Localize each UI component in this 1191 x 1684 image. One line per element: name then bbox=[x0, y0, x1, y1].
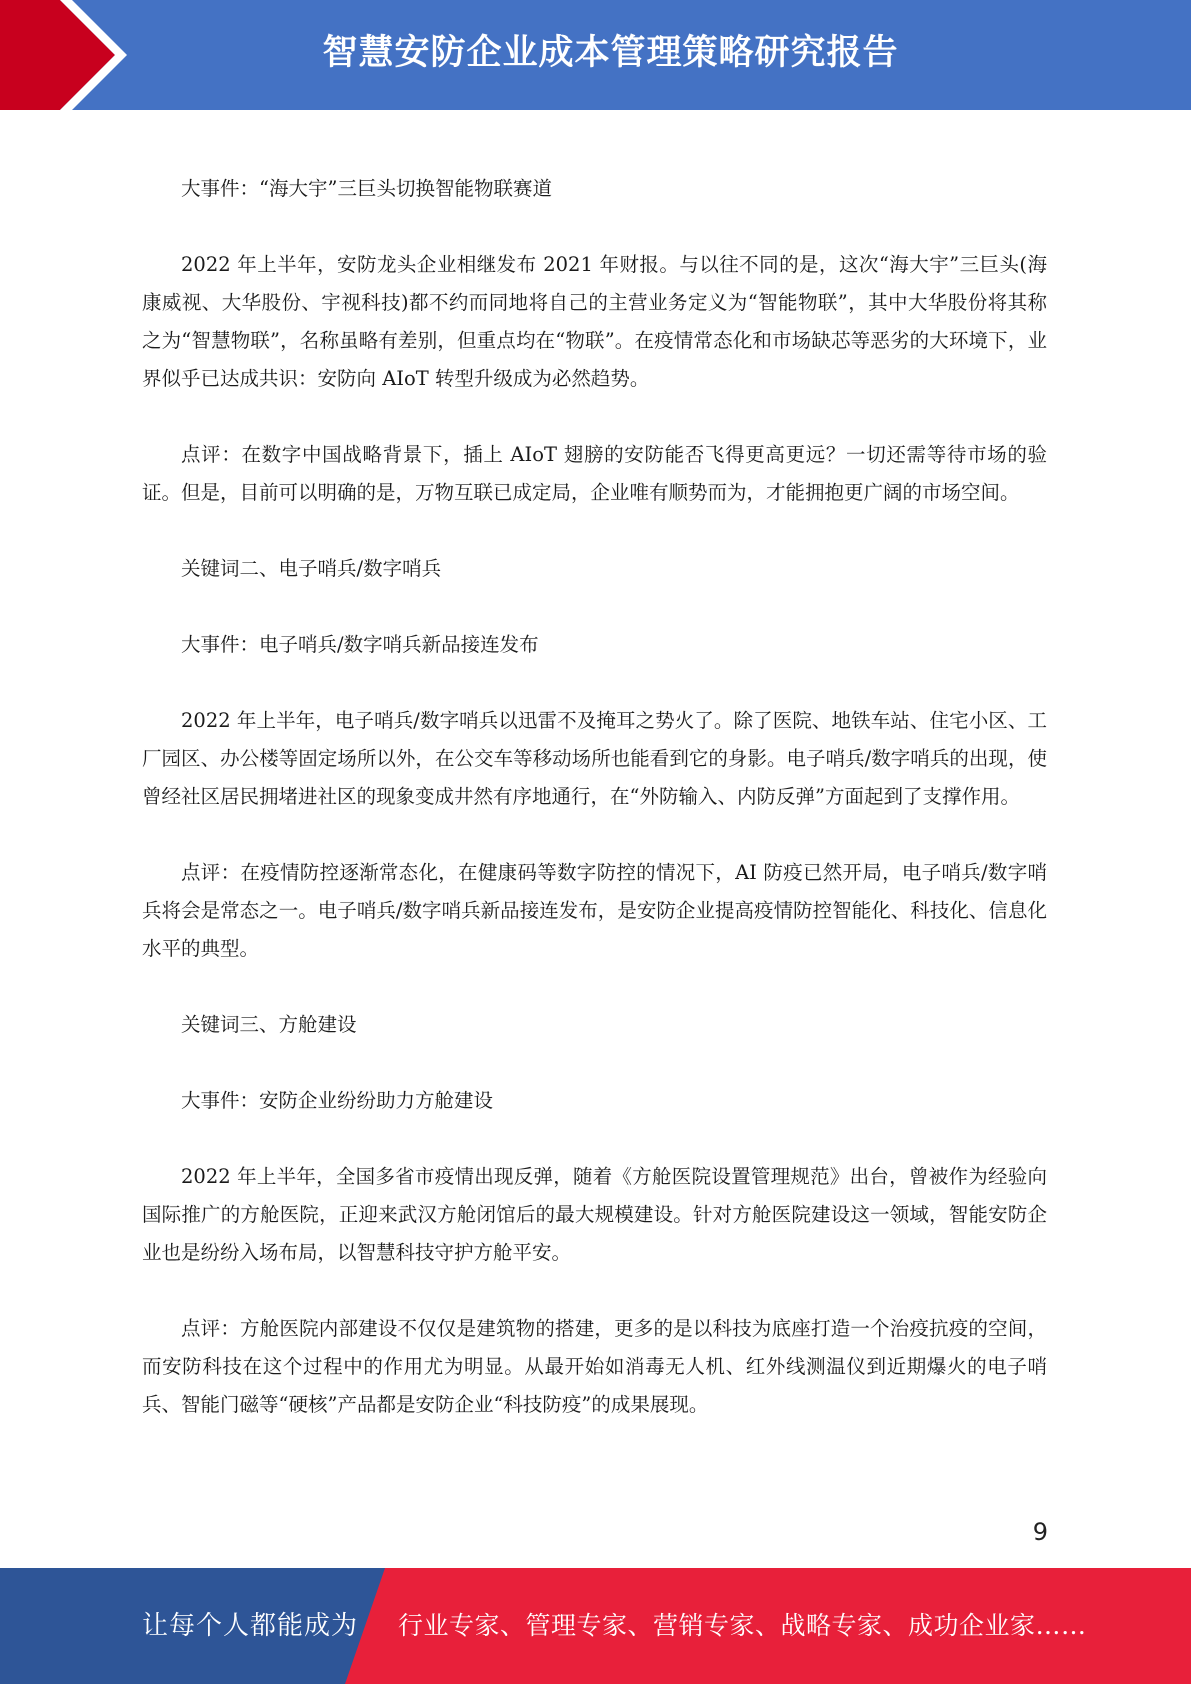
footer-slogan-right: 行业专家、管理专家、营销专家、战略专家、成功企业家…… bbox=[398, 1611, 1087, 1640]
page-footer bbox=[0, 1568, 1191, 1684]
article-body bbox=[142, 170, 1047, 1462]
footer-slogan-left: 让每个人都能成为 bbox=[142, 1611, 359, 1641]
keyword-heading-2: 关键词二、电子哨兵/数字哨兵 bbox=[181, 557, 442, 580]
event-description-3: 2022 年上半年，全国多省市疫情出现反弹，随着《方舱医院设置管理规范》出台，曾被作为经验向国际推广的方舱医院，正迎来武汉方舱闭馆后的最大规模建设。针对方舱医院建设这一领域，智能安防企业也是纷纷入场布局，以智慧科技守护方舱平安。 bbox=[142, 1165, 1047, 1264]
event-description-2: 2022 年上半年，电子哨兵/数字哨兵以迅雷不及掩耳之势火了。除了医院、地铁车站、住宅小区、工厂园区、办公楼等固定场所以外，在公交车等移动场所也能看到它的身影。电子哨兵/数字哨兵的出现，使曾经社区居民拥堵进社区的现象变成井然有序地通行，在“外防输入、内防反弹”方面起到了支撑作用。 bbox=[142, 709, 1047, 808]
event-heading-1: 大事件：“海大宇”三巨头切换智能物联赛道 bbox=[181, 177, 552, 200]
event-heading-3: 大事件：安防企业纷纷助力方舱建设 bbox=[181, 1089, 494, 1112]
comment-3: 点评：方舱医院内部建设不仅仅是建筑物的搭建，更多的是以科技为底座打造一个治疫抗疫的空间，而安防科技在这个过程中的作用尤为明显。从最开始如消毒无人机、红外线测温仪到近期爆火的电子哨兵、智能门磁等“硬核”产品都是安防企业“科技防疫”的成果展现。 bbox=[142, 1317, 1047, 1416]
event-heading-2: 大事件：电子哨兵/数字哨兵新品接连发布 bbox=[181, 633, 539, 656]
keyword-heading-3: 关键词三、方舱建设 bbox=[181, 1013, 357, 1036]
event-description-1: 2022 年上半年，安防龙头企业相继发布 2021 年财报。与以往不同的是，这次“海大宇”三巨头(海康威视、大华股份、宇视科技)都不约而同地将自己的主营业务定义为“智能物联”，其中大华股份将其称之为“智慧物联”，名称虽略有差别，但重点均在“物联”。在疫情常态化和市场缺芯等恶劣的大环境下，业界似乎已达成共识：安防向 AIoT 转型升级成为必然趋势。 bbox=[142, 253, 1047, 390]
report-title: 智慧安防企业成本管理策略研究报告 bbox=[322, 33, 899, 73]
comment-2: 点评：在疫情防控逐渐常态化，在健康码等数字防控的情况下，AI 防疫已然开局，电子哨兵/数字哨兵将会是常态之一。电子哨兵/数字哨兵新品接连发布，是安防企业提高疫情防控智能化、科技化、信息化水平的典型。 bbox=[142, 861, 1047, 960]
page-header bbox=[0, 0, 1191, 110]
page-number: 9 bbox=[1032, 1518, 1048, 1546]
comment-1: 点评：在数字中国战略背景下，插上 AIoT 翅膀的安防能否飞得更高更远？一切还需等待市场的验证。但是，目前可以明确的是，万物互联已成定局，企业唯有顺势而为，才能拥抱更广阔的市场空间。 bbox=[142, 443, 1047, 504]
header-chevron-decoration bbox=[0, 0, 150, 110]
